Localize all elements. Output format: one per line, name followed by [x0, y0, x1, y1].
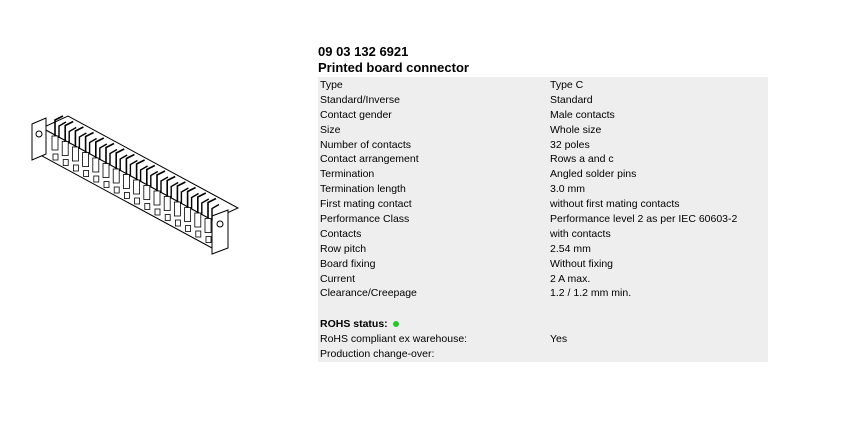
spec-label: Row pitch — [320, 242, 367, 255]
spec-value: Standard — [550, 93, 593, 106]
spec-row — [318, 138, 768, 153]
contact-cell — [123, 175, 129, 189]
spec-row — [318, 272, 768, 287]
contact-cell — [205, 219, 211, 233]
contact-slot — [206, 237, 211, 243]
contact-slot — [84, 171, 89, 177]
spec-label: Number of contacts — [320, 138, 412, 151]
contact-cell — [72, 147, 78, 161]
spec-value: Type C — [550, 79, 584, 91]
contact-slot — [104, 182, 109, 188]
connector-flange-right — [212, 210, 228, 254]
spec-label: First mating contact — [320, 198, 412, 211]
product-code: 09 03 132 6921 — [318, 44, 409, 59]
spec-value: Angled solder pins — [550, 168, 637, 181]
spec-label: Clearance/Creepage — [320, 287, 417, 300]
contact-cell — [103, 164, 109, 178]
spec-row — [318, 212, 768, 227]
spec-row — [318, 182, 768, 197]
spec-value: Without fixing — [550, 257, 614, 270]
spec-row — [318, 242, 768, 257]
contact-slot — [186, 226, 191, 232]
spec-label: Contact gender — [320, 108, 392, 121]
spec-label: Type — [320, 79, 343, 91]
spec-value: Whole size — [550, 123, 602, 136]
spec-row — [318, 286, 768, 301]
contact-cell — [62, 142, 68, 156]
contact-slot — [155, 209, 160, 215]
contact-cell — [144, 186, 150, 200]
contact-cell — [195, 213, 201, 227]
spec-value: 32 poles — [550, 138, 590, 151]
spacer — [318, 301, 768, 316]
connector-flange-left — [32, 118, 46, 160]
contact-slot — [175, 220, 180, 226]
contact-slot — [63, 160, 68, 166]
mount-hole-left — [36, 131, 42, 137]
status-dot-icon — [393, 321, 399, 327]
spec-label: Size — [320, 123, 341, 136]
product-title: Printed board connector — [318, 60, 469, 75]
spec-label: Contact arrangement — [320, 153, 419, 166]
spec-label: Production change-over: — [320, 348, 435, 361]
spec-label: Termination length — [320, 183, 406, 196]
spec-row — [318, 167, 768, 182]
contact-cell — [185, 208, 191, 222]
spec-table — [318, 77, 768, 362]
contact-slot — [94, 176, 99, 182]
spec-row — [318, 332, 768, 347]
contact-slot — [114, 187, 119, 193]
spec-value: with contacts — [550, 227, 611, 240]
contact-slot — [124, 193, 129, 199]
rohs-status-label: ROHS status: — [320, 318, 388, 331]
spec-row — [318, 197, 768, 212]
spec-row — [318, 93, 768, 108]
rohs-status — [318, 316, 768, 332]
spec-row — [318, 152, 768, 167]
contact-cell — [93, 158, 99, 172]
contact-cell — [164, 197, 170, 211]
spec-value: 2.54 mm — [550, 242, 591, 255]
spec-label: Termination — [320, 168, 375, 181]
spec-value: Performance level 2 as per IEC 60603-2 — [550, 213, 738, 226]
product-panel — [318, 44, 768, 362]
spec-row — [318, 347, 768, 362]
spec-value: Male contacts — [550, 108, 615, 121]
contact-slot — [53, 154, 58, 160]
spec-value: Yes — [550, 333, 568, 346]
spec-label: Board fixing — [320, 257, 376, 270]
spec-value: Rows a and c — [550, 153, 614, 166]
contact-cell — [134, 180, 140, 194]
contact-cell — [52, 136, 58, 150]
spec-label: Current — [320, 272, 356, 285]
spec-label: Standard/Inverse — [320, 93, 400, 106]
spec-row — [318, 227, 768, 242]
spec-row — [318, 78, 768, 93]
contact-slot — [73, 165, 78, 171]
contact-slot — [165, 215, 170, 221]
contact-slot — [135, 198, 140, 204]
spec-label: Performance Class — [320, 213, 410, 226]
mount-hole-right — [217, 221, 223, 227]
spec-label: RoHS compliant ex warehouse: — [320, 333, 468, 346]
spec-row — [318, 123, 768, 138]
spec-value: 2 A max. — [550, 272, 591, 285]
contact-cell — [174, 202, 180, 216]
spec-value: 3.0 mm — [550, 183, 586, 196]
contact-cell — [154, 191, 160, 205]
contact-cell — [83, 153, 89, 167]
spec-row — [318, 108, 768, 123]
connector-drawing — [28, 108, 248, 278]
spec-label: Contacts — [320, 227, 362, 240]
spec-value: 1.2 / 1.2 mm min. — [550, 287, 632, 300]
spec-value — [550, 347, 768, 362]
contact-slot — [196, 231, 201, 237]
contact-slot — [145, 204, 150, 210]
spec-value: without first mating contacts — [550, 198, 680, 211]
spec-row — [318, 257, 768, 272]
product-image — [28, 108, 248, 278]
contact-cell — [113, 169, 119, 183]
